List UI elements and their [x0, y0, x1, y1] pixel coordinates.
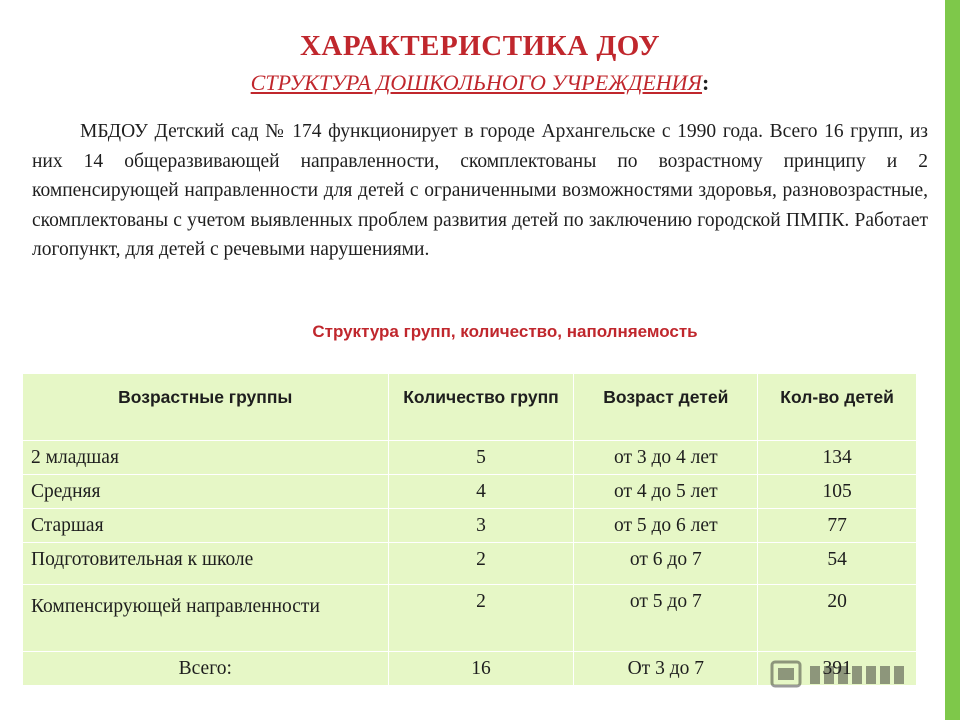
row-children-count: 20 [758, 585, 917, 652]
row-group-count: 2 [388, 543, 574, 585]
row-group-name: Старшая [23, 509, 389, 543]
row-children-count: 77 [758, 509, 917, 543]
header-children-age: Возраст детей [574, 374, 758, 441]
row-children-count: 54 [758, 543, 917, 585]
groups-table [22, 373, 917, 686]
header-group-count: Количество групп [388, 374, 574, 441]
header-children-count: Кол-во детей [758, 374, 917, 441]
row-group-count: 3 [388, 509, 574, 543]
table-caption: Структура групп, количество, наполняемость [312, 322, 698, 341]
row-group-count: 4 [388, 475, 574, 509]
row-age-range: от 5 до 6 лет [574, 509, 758, 543]
total-label: Всего: [23, 652, 389, 686]
slide-title: ХАРАКТЕРИСТИКА ДОУ [299, 30, 661, 62]
slide-subtitle [0, 70, 960, 96]
row-group-count: 5 [388, 441, 574, 475]
row-age-range: от 3 до 4 лет [574, 441, 758, 475]
side-accent-strip [945, 0, 960, 720]
header-age-groups: Возрастные группы [23, 374, 389, 441]
table-header-row [23, 374, 917, 441]
table-row [23, 585, 917, 652]
table-row [23, 543, 917, 585]
description-paragraph: МБДОУ Детский сад № 174 функционирует в городе Архангельске с 1990 года. Всего 16 групп, из них 14 общеразвивающей направленности, скомплектованы по возрастному принципу и 2 компенсирующей направленности для детей с ограниченными возможностями здоровья, разновозрастные, скомплектованы с учетом выявленных проблем развития детей по заключению городской ПМПК. Работает логопункт, для детей с речевыми нарушениями. [32, 121, 928, 260]
row-children-count: 134 [758, 441, 917, 475]
table-row [23, 475, 917, 509]
total-children-count: 391 [758, 652, 917, 686]
table-row [23, 441, 917, 475]
row-group-name: 2 младшая [23, 441, 389, 475]
row-children-count: 105 [758, 475, 917, 509]
row-group-name: Компенсирующей направленности [23, 585, 389, 652]
subtitle-colon: : [702, 70, 710, 95]
row-group-name: Средняя [23, 475, 389, 509]
table-row [23, 509, 917, 543]
total-age-range: От 3 до 7 [574, 652, 758, 686]
row-age-range: от 5 до 7 [574, 585, 758, 652]
row-age-range: от 4 до 5 лет [574, 475, 758, 509]
row-age-range: от 6 до 7 [574, 543, 758, 585]
total-group-count: 16 [388, 652, 574, 686]
presentation-watermark-icon [770, 658, 920, 694]
row-group-name: Подготовительная к школе [23, 543, 389, 585]
row-group-count: 2 [388, 585, 574, 652]
subtitle-text: СТРУКТУРА ДОШКОЛЬНОГО УЧРЕЖДЕНИЯ [250, 70, 703, 95]
